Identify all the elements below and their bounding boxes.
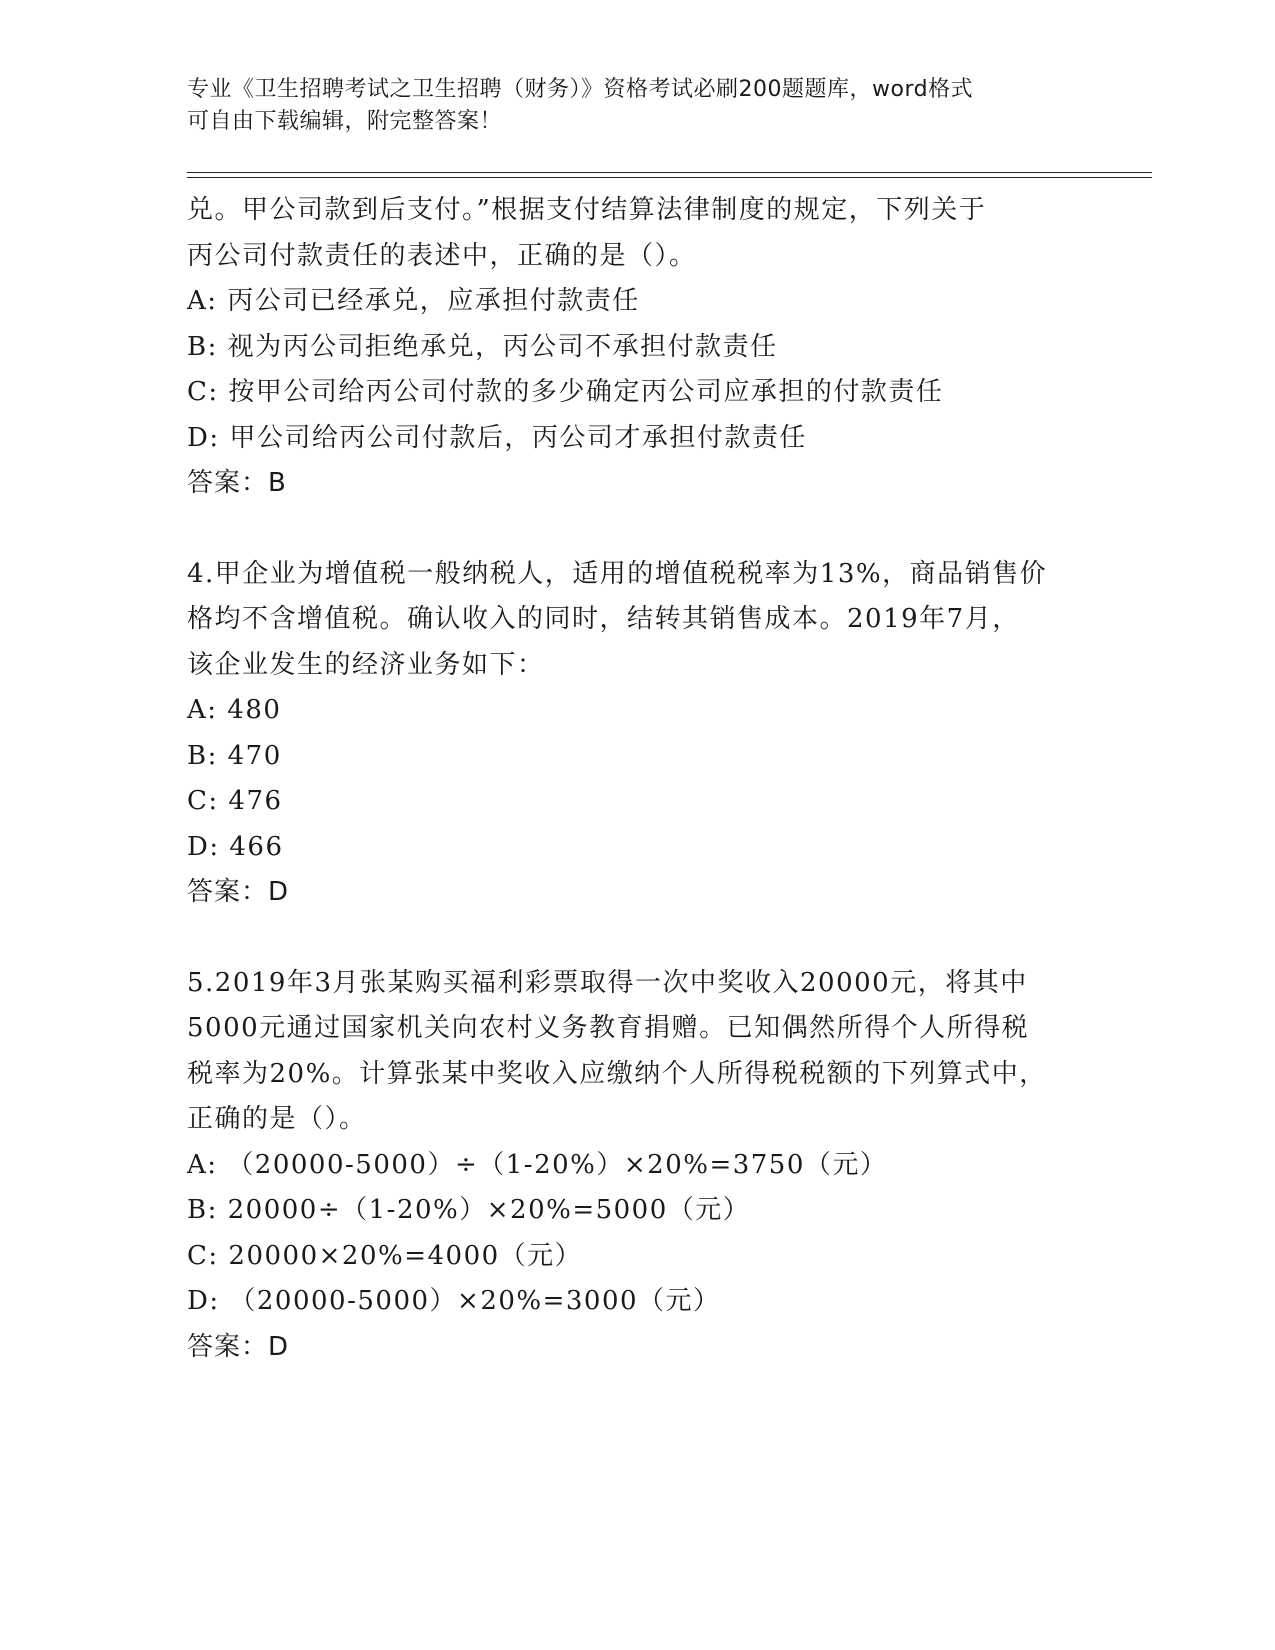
option-b: B: 视为丙公司拒绝承兑，丙公司不承担付款责任: [187, 331, 778, 362]
header-divider-bottom: [187, 177, 1152, 178]
page-header: [187, 74, 1087, 138]
question-4: [187, 552, 1087, 916]
option-a: A: 480: [187, 695, 282, 725]
answer-line: 答案：D: [187, 877, 290, 907]
option-c: C: 20000×20%=4000（元）: [187, 1240, 583, 1271]
question-text-line: 正确的是（）。: [187, 1104, 367, 1134]
question-text-line: 丙公司付款责任的表述中，正确的是（）。: [187, 240, 697, 271]
option-a: A: 丙公司已经承兑，应承担付款责任: [187, 286, 640, 316]
option-d: D: 466: [187, 831, 284, 862]
question-text-line: 5000元通过国家机关向农村义务教育捐赠。已知偶然所得个人所得税: [187, 1013, 1030, 1043]
option-c: C: 按甲公司给丙公司付款的多少确定丙公司应承担的付款责任: [187, 377, 944, 407]
question-5: [187, 961, 1087, 1371]
header-divider-top: [187, 172, 1152, 173]
answer-line: 答案：D: [187, 1331, 290, 1362]
question-text-line: 税率为20%。计算张某中奖收入应缴纳个人所得税税额的下列算式中，: [187, 1058, 1047, 1089]
question-text-line: 该企业发生的经济业务如下：: [187, 649, 545, 680]
question-text-line: 兑。甲公司款到后支付。”根据支付结算法律制度的规定，下列关于: [187, 195, 987, 225]
header-line-1: 专业《卫生招聘考试之卫生招聘（财务）》资格考试必刷200题题库，word格式: [187, 77, 974, 102]
option-b: B: 20000÷（1-20%）×20%=5000（元）: [187, 1195, 751, 1225]
question-text-line: 5.2019年3月张某购买福利彩票取得一次中奖收入20000元，将其中: [187, 967, 1028, 998]
question-text-line: 格均不含增值税。确认收入的同时，结转其销售成本。2019年7月，: [187, 604, 1020, 634]
option-a: A: （20000-5000）÷（1-20%）×20%=3750（元）: [187, 1149, 888, 1180]
option-d: D: （20000-5000）×20%=3000（元）: [187, 1286, 721, 1316]
spacer: [187, 916, 1087, 961]
option-d: D: 甲公司给丙公司付款后，丙公司才承担付款责任: [187, 422, 807, 453]
document-body: [187, 188, 1087, 1370]
spacer: [187, 507, 1087, 552]
question-text-line: 4.甲企业为增值税一般纳税人，适用的增值税税率为13%，商品销售价: [187, 558, 1048, 589]
answer-line: 答案：B: [187, 468, 287, 498]
option-c: C: 476: [187, 786, 283, 816]
option-b: B: 470: [187, 740, 282, 771]
question-3: [187, 188, 1087, 507]
header-line-2: 可自由下载编辑，附完整答案！: [187, 109, 503, 134]
